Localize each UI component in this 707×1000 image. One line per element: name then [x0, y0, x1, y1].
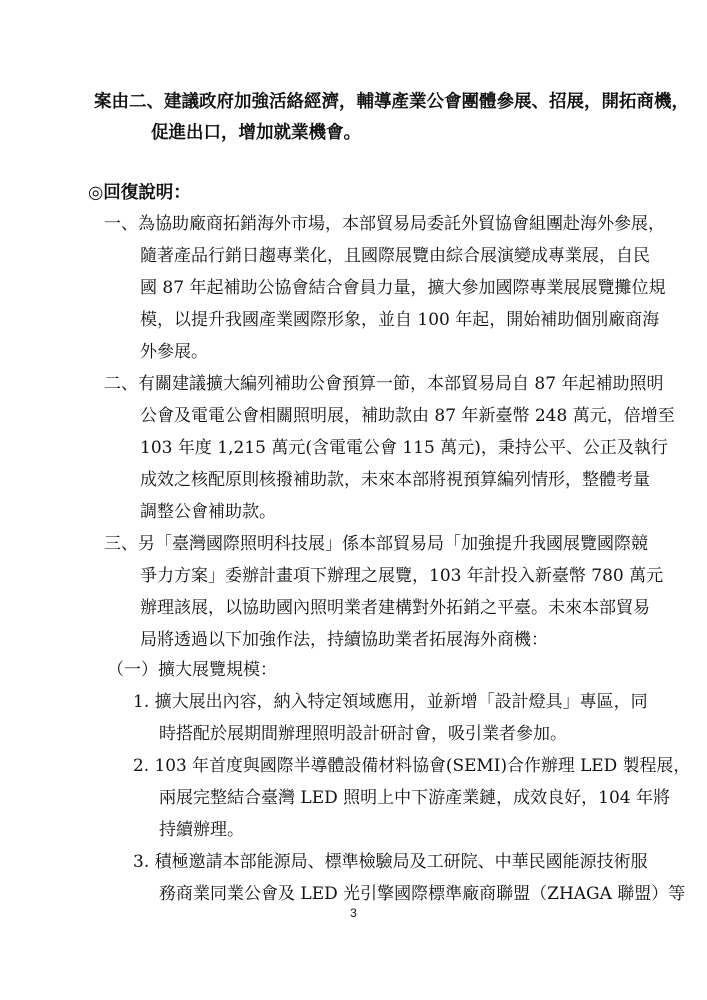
- case-title-line-1: 案由二、建議政府加強活絡經濟，輔導產業公會團體參展、招展，開拓商機，: [94, 92, 689, 112]
- page-number: 3: [350, 906, 357, 920]
- section2-line-2: 公會及電電公會相關照明展，補助款由 87 年新臺幣 248 萬元，倍增至: [140, 406, 675, 426]
- case-title-line-2: 促進出口，增加就業機會。: [151, 123, 361, 143]
- item1-line-1: 1. 擴大展出內容，納入特定領域應用，並新增「設計燈具」專區，同: [133, 692, 648, 712]
- item3-line-1: 3. 積極邀請本部能源局、標準檢驗局及工研院、中華民國能源技術服: [133, 852, 648, 872]
- item3-line-2: 務商業同業公會及 LED 光引擎國際標準廠商聯盟（ZHAGA 聯盟）等: [159, 884, 686, 904]
- section2-line-5: 調整公會補助款。: [140, 502, 276, 522]
- item2-line-3: 持續辦理。: [159, 820, 244, 840]
- section3-line-4: 局將透過以下加強作法，持續協助業者拓展海外商機：: [140, 630, 548, 650]
- section1-line-4: 模，以提升我國產業國際形象，並自 100 年起，開始補助個別廠商海: [140, 310, 660, 330]
- item2-line-1: 2. 103 年首度與國際半導體設備材料協會(SEMI)合作辦理 LED 製程展，: [133, 756, 691, 776]
- section2-line-4: 成效之核配原則核撥補助款，未來本部將視預算編列情形，整體考量: [140, 470, 650, 490]
- section1-line-3: 國 87 年起補助公協會結合會員力量，擴大參加國際專業展展覽攤位規: [140, 278, 666, 298]
- section1-line-2: 隨著產品行銷日趨專業化，且國際展覽由綜合展演變成專業展，自民: [140, 246, 650, 266]
- item2-line-2: 兩展完整結合臺灣 LED 照明上中下游產業鏈，成效良好，104 年將: [159, 788, 670, 808]
- section3-line-3: 辦理該展，以協助國內照明業者建構對外拓銷之平臺。未來本部貿易: [140, 598, 650, 618]
- section3-line-1: 三、另「臺灣國際照明科技展」係本部貿易局「加強提升我國展覽國際競: [104, 534, 648, 554]
- section3-line-2: 爭力方案」委辦計畫項下辦理之展覽，103 年計投入新臺幣 780 萬元: [140, 566, 664, 586]
- section2-line-1: 二、有關建議擴大編列補助公會預算一節，本部貿易局自 87 年起補助照明: [104, 374, 664, 394]
- section2-line-3: 103 年度 1,215 萬元(含電電公會 115 萬元)，秉持公平、公正及執行: [140, 438, 668, 458]
- section1-line-5: 外參展。: [140, 342, 208, 362]
- section1-line-1: 一、為協助廠商拓銷海外市場，本部貿易局委託外貿協會組團赴海外參展，: [104, 214, 665, 234]
- reply-heading: ◎回復說明：: [88, 183, 191, 203]
- subsection1-title: （一）擴大展覽規模：: [107, 660, 277, 680]
- item1-line-2: 時搭配於展期間辦理照明設計研討會，吸引業者參加。: [159, 724, 567, 744]
